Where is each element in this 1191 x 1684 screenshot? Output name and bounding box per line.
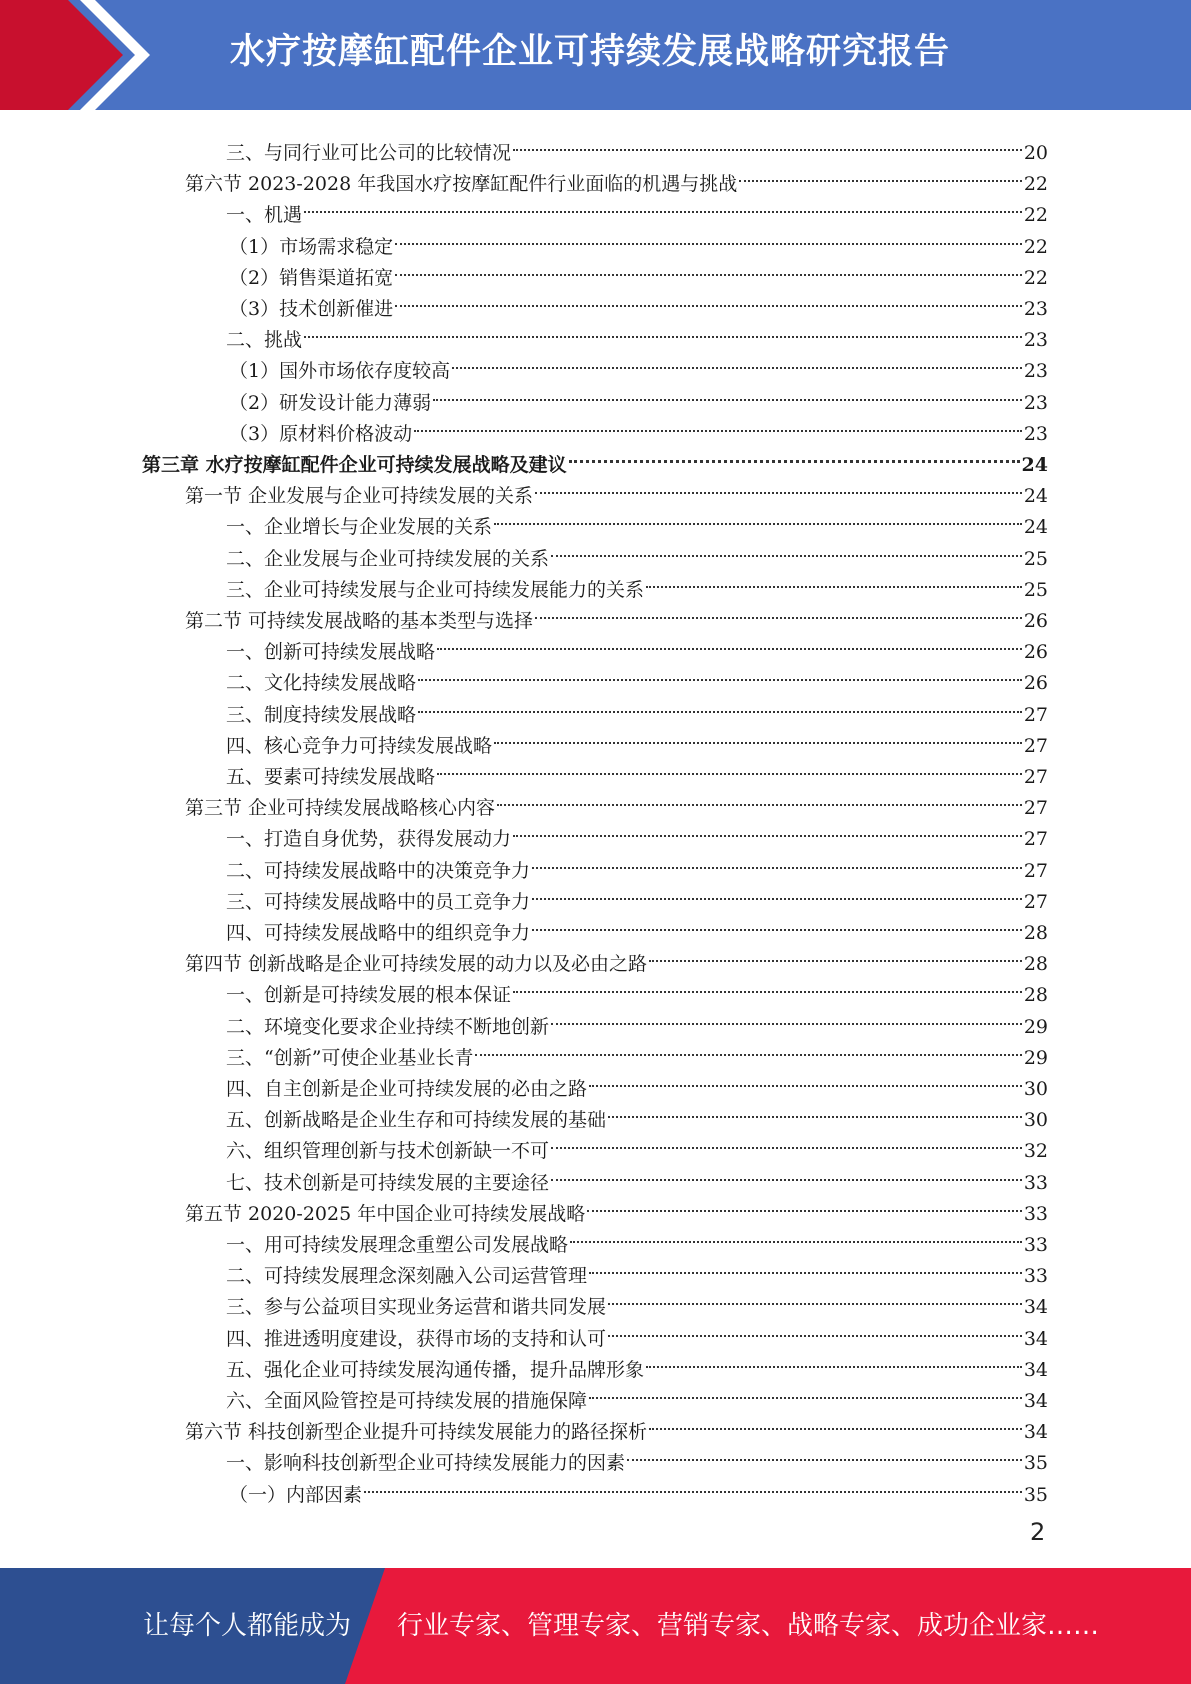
- toc-entry-label: 三、“创新”可使企业基业长青: [226, 1046, 474, 1069]
- toc-dot-leader: [452, 346, 1022, 377]
- toc-entry-label: 二、环境变化要求企业持续不断地创新: [226, 1015, 550, 1038]
- toc-entry-label: 一、机遇: [226, 204, 303, 227]
- toc-entry-page: 34: [1023, 1421, 1048, 1444]
- toc-entry[interactable]: [185, 939, 1048, 976]
- toc-entry[interactable]: [226, 190, 1048, 227]
- toc-dot-leader: [304, 315, 1022, 346]
- toc-entry-label: 五、创新战略是企业生存和可持续发展的基础: [226, 1109, 607, 1132]
- toc-entry[interactable]: [229, 284, 1048, 320]
- toc-dot-leader: [513, 814, 1022, 845]
- toc-dot-leader: [418, 658, 1022, 689]
- toc-entry[interactable]: [226, 1002, 1048, 1038]
- toc-entry-label: （2）销售渠道拓宽: [229, 266, 394, 289]
- toc-dot-leader: [608, 1282, 1022, 1313]
- toc-entry-page: 27: [1023, 703, 1048, 726]
- toc-entry-page: 27: [1023, 890, 1048, 913]
- header-arrow-decoration: [0, 0, 160, 110]
- toc-entry[interactable]: [226, 128, 1048, 164]
- toc-entry-label: （2）研发设计能力薄弱: [229, 391, 432, 414]
- page-header: [0, 0, 1191, 110]
- toc-dot-leader: [551, 1126, 1022, 1157]
- toc-entry[interactable]: [226, 534, 1048, 570]
- toc-dot-leader: [475, 1033, 1021, 1064]
- toc-entry-page: 23: [1023, 329, 1048, 352]
- toc-dot-leader: [551, 1002, 1022, 1033]
- page-number: 2: [1030, 1518, 1046, 1546]
- toc-entry[interactable]: [226, 1438, 1048, 1475]
- toc-entry-page: 30: [1023, 1078, 1048, 1100]
- toc-entry-label: 五、要素可持续发展战略: [226, 766, 436, 788]
- toc-entry[interactable]: [185, 159, 1048, 196]
- toc-dot-leader: [414, 409, 1022, 440]
- toc-entry-page: 27: [1023, 734, 1048, 757]
- toc-entry-label: 四、推进透明度建设，获得市场的支持和认可: [226, 1327, 607, 1350]
- toc-entry[interactable]: [226, 970, 1048, 1007]
- toc-entry-page: 29: [1023, 1015, 1048, 1038]
- toc-entry-page: 28: [1023, 922, 1048, 944]
- toc-entry-label: 三、参与公益项目实现业务运营和谐共同发展: [226, 1296, 607, 1319]
- toc-entry[interactable]: [226, 1251, 1048, 1288]
- toc-entry-label: 二、挑战: [226, 329, 303, 352]
- toc-dot-leader: [608, 1314, 1022, 1345]
- toc-dot-leader: [437, 627, 1022, 658]
- toc-entry-page: 26: [1023, 641, 1048, 664]
- toc-entry-page: 24: [1023, 516, 1048, 539]
- toc-entry[interactable]: [185, 1189, 1048, 1225]
- toc-dot-leader: [589, 1064, 1022, 1095]
- toc-dot-leader: [608, 1095, 1022, 1126]
- toc-dot-leader: [649, 939, 1022, 970]
- toc-entry-label: 二、可持续发展理念深刻融入公司运营管理: [226, 1265, 588, 1288]
- toc-entry[interactable]: [226, 315, 1048, 352]
- toc-entry-page: 32: [1023, 1140, 1048, 1163]
- toc-entry-page: 33: [1023, 1171, 1048, 1194]
- toc-entry-page: 24: [1023, 485, 1048, 508]
- toc-dot-leader: [532, 846, 1022, 877]
- toc-entry-page: 34: [1023, 1358, 1048, 1381]
- toc-entry[interactable]: [226, 1345, 1048, 1381]
- toc-entry-label: 一、创新是可持续发展的根本保证: [226, 984, 512, 1007]
- toc-entry-label: 第五节 2020-2025 年中国企业可持续发展战略: [185, 1202, 586, 1225]
- toc-entry[interactable]: [185, 471, 1048, 508]
- toc-entry[interactable]: [226, 908, 1048, 944]
- toc-entry[interactable]: [229, 1470, 1048, 1506]
- toc-entry-page: 34: [1023, 1296, 1048, 1319]
- toc-entry-label: 四、核心竞争力可持续发展战略: [226, 734, 493, 757]
- toc-entry-page: 23: [1023, 391, 1048, 414]
- toc-entry[interactable]: [226, 658, 1048, 695]
- toc-dot-leader: [513, 128, 1022, 159]
- toc-entry-page: 35: [1023, 1452, 1048, 1475]
- toc-dot-leader: [532, 877, 1022, 908]
- toc-entry-label: 一、打造自身优势，获得发展动力: [226, 828, 512, 851]
- toc-entry[interactable]: [226, 1282, 1048, 1319]
- toc-entry[interactable]: [226, 814, 1048, 851]
- toc-entry[interactable]: [229, 222, 1048, 258]
- toc-entry[interactable]: [226, 690, 1048, 726]
- toc-dot-leader: [649, 1407, 1022, 1438]
- toc-entry-label: 三、企业可持续发展与企业可持续发展能力的关系: [226, 578, 645, 601]
- toc-entry[interactable]: [226, 1033, 1048, 1069]
- toc-dot-leader: [646, 565, 1022, 596]
- toc-entry-page: 23: [1023, 360, 1048, 383]
- toc-entry-label: 七、技术创新是可持续发展的主要途径: [226, 1171, 550, 1194]
- toc-dot-leader: [551, 534, 1022, 565]
- toc-entry[interactable]: [226, 1158, 1048, 1194]
- toc-dot-leader: [532, 908, 1022, 939]
- toc-entry[interactable]: [226, 1064, 1048, 1100]
- toc-entry-label: 一、影响科技创新型企业可持续发展能力的因素: [226, 1452, 626, 1475]
- footer-slogan-right: 行业专家、管理专家、营销专家、战略专家、成功企业家……: [397, 1611, 1100, 1641]
- toc-entry[interactable]: [226, 721, 1048, 757]
- toc-dot-leader: [497, 783, 1022, 814]
- toc-entry-label: （一）内部因素: [229, 1483, 363, 1506]
- toc-entry[interactable]: [229, 378, 1048, 414]
- toc-entry-page: 28: [1023, 984, 1048, 1007]
- toc-dot-leader: [551, 1158, 1022, 1189]
- toc-dot-leader: [433, 378, 1022, 409]
- toc-entry[interactable]: [226, 627, 1048, 664]
- toc-entry[interactable]: [226, 565, 1048, 601]
- toc-dot-leader: [418, 690, 1022, 721]
- toc-entry-label: 一、用可持续发展理念重塑公司发展战略: [226, 1234, 569, 1256]
- toc-entry-page: 27: [1023, 766, 1048, 788]
- toc-entry[interactable]: [226, 1126, 1048, 1163]
- page-footer: [0, 1568, 1191, 1684]
- toc-entry-page: 33: [1023, 1202, 1048, 1225]
- toc-entry[interactable]: [229, 409, 1048, 445]
- toc-entry-label: 四、可持续发展战略中的组织竞争力: [226, 922, 531, 944]
- toc-entry-page: 27: [1023, 797, 1048, 820]
- toc-entry-page: 35: [1023, 1483, 1048, 1506]
- toc-entry[interactable]: [185, 1407, 1048, 1444]
- toc-entry-label: 五、强化企业可持续发展沟通传播，提升品牌形象: [226, 1358, 645, 1381]
- toc-dot-leader: [437, 752, 1022, 783]
- toc-entry-label: 一、企业增长与企业发展的关系: [226, 516, 493, 539]
- toc-entry-page: 27: [1023, 828, 1048, 851]
- toc-entry-page: 33: [1023, 1265, 1048, 1288]
- toc-entry-label: 六、全面风险管控是可持续发展的措施保障: [226, 1390, 588, 1412]
- toc-dot-leader: [589, 1251, 1022, 1282]
- footer-slogan-left: 让每个人都能成为: [143, 1611, 352, 1641]
- toc-entry-label: 六、组织管理创新与技术创新缺一不可: [226, 1140, 550, 1163]
- toc-entry-label: 第六节 科技创新型企业提升可持续发展能力的路径探析: [185, 1421, 648, 1444]
- toc-entry-label: 二、企业发展与企业可持续发展的关系: [226, 547, 550, 570]
- toc-entry[interactable]: [226, 1220, 1048, 1256]
- toc-dot-leader: [646, 1345, 1022, 1376]
- toc-entry-label: 一、创新可持续发展战略: [226, 641, 436, 664]
- toc-entry-label: 第六节 2023-2028 年我国水疗按摩缸配件行业面临的机遇与挑战: [185, 173, 738, 196]
- toc-dot-leader: [569, 440, 1020, 471]
- toc-entry-page: 23: [1023, 298, 1048, 320]
- toc-entry-label: 第二节 可持续发展战略的基本类型与选择: [185, 610, 534, 632]
- toc-dot-leader: [535, 471, 1022, 502]
- toc-entry-page: 28: [1023, 953, 1048, 976]
- toc-entry-label: （3）原材料价格波动: [229, 422, 413, 445]
- toc-dot-leader: [494, 502, 1022, 533]
- toc-dot-leader: [513, 970, 1022, 1001]
- toc-entry[interactable]: [226, 1376, 1048, 1412]
- toc-entry-page: 34: [1023, 1390, 1048, 1412]
- toc-entry-page: 24: [1021, 454, 1048, 476]
- toc-entry[interactable]: [185, 596, 1048, 632]
- toc-entry-page: 25: [1023, 578, 1048, 601]
- toc-dot-leader: [395, 253, 1022, 284]
- toc-entry-page: 27: [1023, 859, 1048, 882]
- toc-entry-label: （3）技术创新催进: [229, 298, 394, 320]
- toc-entry-label: 第一节 企业发展与企业可持续发展的关系: [185, 485, 534, 508]
- toc-entry-page: 20: [1023, 142, 1048, 164]
- toc-entry-label: 三、制度持续发展战略: [226, 703, 417, 726]
- toc-dot-leader: [535, 596, 1022, 627]
- toc-dot-leader: [739, 159, 1022, 190]
- toc-entry-page: 26: [1023, 610, 1048, 632]
- toc-dot-leader: [627, 1438, 1022, 1469]
- toc-entry-label: （1）市场需求稳定: [229, 235, 394, 258]
- toc-dot-leader: [570, 1220, 1022, 1251]
- toc-entry-label: 二、可持续发展战略中的决策竞争力: [226, 859, 531, 882]
- toc-entry[interactable]: [226, 846, 1048, 882]
- toc-entry[interactable]: [226, 877, 1048, 913]
- toc-dot-leader: [589, 1376, 1022, 1407]
- toc-entry-page: 26: [1023, 672, 1048, 695]
- toc-dot-leader: [364, 1470, 1022, 1501]
- toc-entry-page: 22: [1023, 235, 1048, 258]
- toc-entry[interactable]: [142, 440, 1048, 476]
- toc-entry[interactable]: [226, 502, 1048, 539]
- toc-entry-label: 第四节 创新战略是企业可持续发展的动力以及必由之路: [185, 953, 648, 976]
- toc-entry-label: 三、可持续发展战略中的员工竞争力: [226, 890, 531, 913]
- toc-entry[interactable]: [185, 783, 1048, 820]
- toc-entry[interactable]: [226, 752, 1048, 788]
- toc-entry[interactable]: [226, 1314, 1048, 1350]
- toc-entry-page: 30: [1023, 1109, 1048, 1132]
- toc-entry-label: 三、与同行业可比公司的比较情况: [226, 142, 512, 164]
- toc-entry-page: 23: [1023, 422, 1048, 445]
- toc-entry-page: 22: [1023, 204, 1048, 227]
- toc-entry-label: （1）国外市场依存度较高: [229, 360, 451, 383]
- toc-entry-page: 22: [1023, 266, 1048, 289]
- toc-dot-leader: [587, 1189, 1022, 1220]
- toc-entry-label: 二、文化持续发展战略: [226, 672, 417, 695]
- toc-dot-leader: [304, 190, 1022, 221]
- toc-entry[interactable]: [229, 253, 1048, 289]
- toc-entry[interactable]: [226, 1095, 1048, 1132]
- toc-dot-leader: [395, 222, 1022, 253]
- report-title: 水疗按摩缸配件企业可持续发展战略研究报告: [230, 32, 951, 72]
- toc-entry-label: 四、自主创新是企业可持续发展的必由之路: [226, 1078, 588, 1100]
- toc-entry-page: 34: [1023, 1327, 1048, 1350]
- toc-entry-page: 29: [1023, 1046, 1048, 1069]
- toc-entry-page: 33: [1023, 1234, 1048, 1256]
- toc-dot-leader: [494, 721, 1022, 752]
- toc-entry-page: 22: [1023, 173, 1048, 196]
- toc-entry-label: 第三章 水疗按摩缸配件企业可持续发展战略及建议: [142, 454, 567, 476]
- toc-dot-leader: [395, 284, 1022, 315]
- toc-entry[interactable]: [229, 346, 1048, 383]
- toc-entry-label: 第三节 企业可持续发展战略核心内容: [185, 797, 496, 820]
- toc-entry-page: 25: [1023, 547, 1048, 570]
